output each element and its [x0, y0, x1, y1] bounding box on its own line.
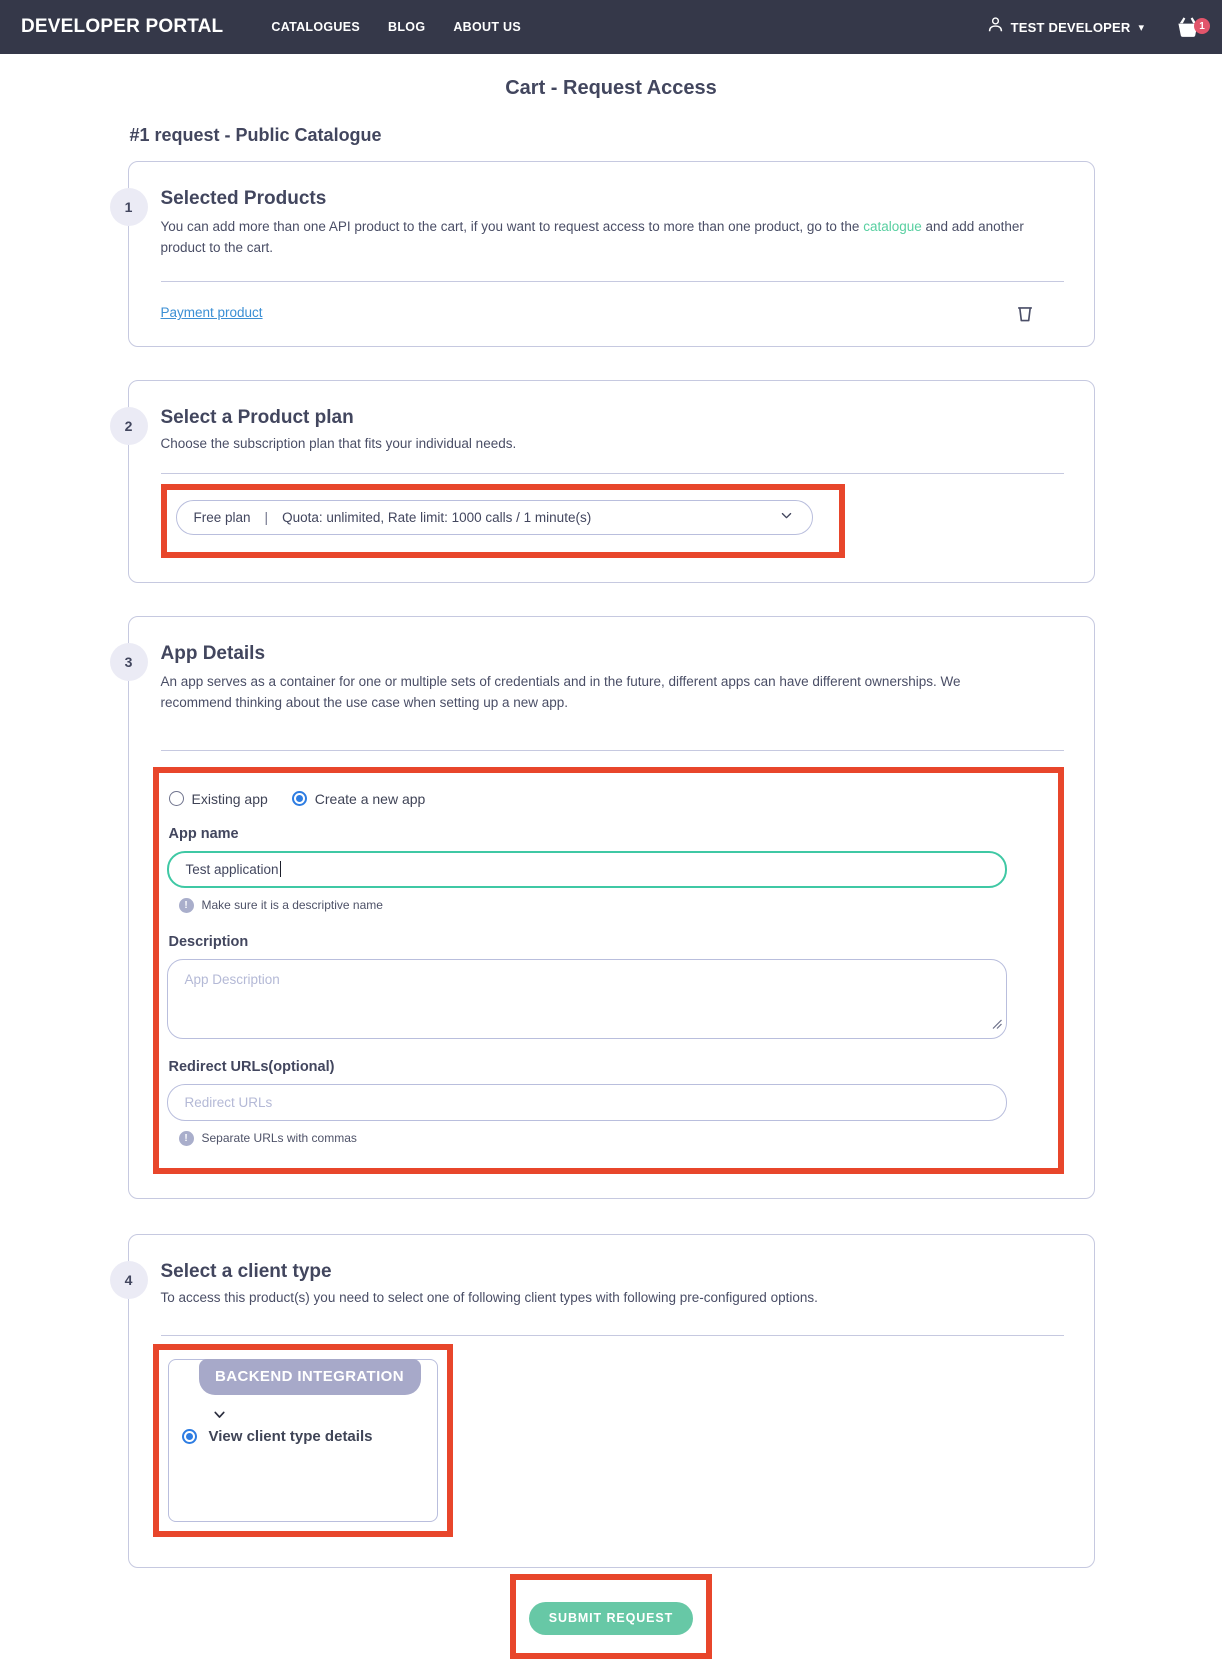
- chevron-down-icon[interactable]: [211, 1409, 373, 1428]
- step-number-badge: 2: [110, 407, 148, 445]
- backend-integration-ribbon: BACKEND INTEGRATION: [199, 1359, 421, 1395]
- content-container: [124, 125, 1095, 1659]
- create-new-app-label: Create a new app: [314, 790, 426, 807]
- description-label: Description: [168, 933, 249, 950]
- page-title: Cart - Request Access: [505, 77, 717, 99]
- client-type-title: Select a client type: [160, 1260, 332, 1282]
- request-heading: #1 request - Public Catalogue: [129, 125, 382, 145]
- redirect-urls-input[interactable]: [167, 1084, 1007, 1121]
- chevron-down-icon: ▾: [1138, 21, 1144, 34]
- client-type-subtitle: To access this product(s) you need to select one of following client types with following pre-configured options.: [160, 1289, 818, 1305]
- redirect-urls-label: Redirect URLs(optional): [168, 1058, 335, 1075]
- app-name-hint-text: Make sure it is a descriptive name: [201, 898, 383, 913]
- client-type-radio-selected[interactable]: [182, 1429, 197, 1444]
- annotation-box-submit: [510, 1574, 712, 1659]
- divider: [161, 473, 1064, 474]
- redirect-urls-hint-text: Separate URLs with commas: [201, 1131, 357, 1146]
- description-text-before: You can add more than one API product to the cart, if you want to request access to more than one product, go to the: [160, 219, 864, 234]
- nav-item-blog[interactable]: BLOG: [388, 20, 426, 34]
- step-number-badge: 4: [110, 1261, 148, 1299]
- product-row: [161, 282, 1064, 330]
- selected-products-card: [124, 161, 1095, 347]
- client-details-block: [209, 1409, 373, 1445]
- top-navbar: [0, 0, 1222, 54]
- divider: [161, 750, 1064, 751]
- brand-logo[interactable]: DEVELOPER PORTAL: [21, 16, 224, 37]
- app-details-description: An app serves as a container for one or multiple sets of credentials and in the future, different apps can have different ownerships. We recommend thinking about the use case when setting up a new app.: [160, 673, 961, 710]
- navbar-right: [986, 12, 1204, 42]
- payment-product-link[interactable]: Payment product: [160, 305, 263, 321]
- divider: [161, 1335, 1064, 1336]
- user-name-label: TEST DEVELOPER: [1010, 19, 1131, 35]
- plan-separator: |: [264, 509, 269, 525]
- plan-dropdown[interactable]: [176, 500, 813, 535]
- trash-icon[interactable]: [1014, 302, 1036, 324]
- annotation-box-plan: [161, 484, 845, 558]
- product-plan-card: [124, 380, 1095, 583]
- selected-products-title: Selected Products: [160, 188, 327, 209]
- product-plan-subtitle: Choose the subscription plan that fits your individual needs.: [160, 435, 517, 451]
- plan-name: Free plan: [193, 509, 251, 525]
- radio-unselected-icon[interactable]: [169, 791, 184, 806]
- submit-request-button[interactable]: SUBMIT REQUEST: [529, 1602, 693, 1635]
- app-name-hint: [179, 898, 1048, 913]
- description-text-after: and add another product to the cart.: [160, 219, 1024, 255]
- annotation-box-app-form: [153, 767, 1064, 1174]
- submit-area: [128, 1574, 1095, 1659]
- backend-integration-card[interactable]: [168, 1359, 438, 1522]
- info-icon: !: [179, 898, 194, 913]
- product-plan-title: Select a Product plan: [160, 406, 354, 428]
- catalogue-link[interactable]: catalogue: [863, 219, 922, 234]
- main-nav: [271, 20, 985, 34]
- client-type-card: [124, 1234, 1095, 1568]
- resize-handle-icon[interactable]: [992, 1016, 1002, 1034]
- nav-item-catalogues[interactable]: CATALOGUES: [271, 20, 361, 34]
- app-details-title: App Details: [160, 642, 266, 664]
- client-card-body: [169, 1395, 437, 1445]
- existing-app-radio[interactable]: [169, 791, 268, 807]
- step-number-badge: 1: [110, 188, 148, 226]
- step-number-badge: 3: [110, 643, 148, 681]
- info-icon: !: [179, 1131, 194, 1146]
- app-name-value: Test application: [185, 861, 279, 877]
- app-name-label: App name: [168, 825, 239, 842]
- selected-products-description: [161, 217, 1046, 259]
- user-menu[interactable]: [986, 15, 1144, 39]
- app-mode-radio-group: [167, 787, 1048, 809]
- existing-app-label: Existing app: [191, 790, 268, 807]
- cart-button[interactable]: [1174, 12, 1204, 42]
- plan-details: Quota: unlimited, Rate limit: 1000 calls / 1 minute(s): [282, 509, 592, 525]
- annotation-box-client-type: [153, 1344, 453, 1537]
- cart-count-badge: 1: [1194, 18, 1210, 34]
- app-name-input[interactable]: [167, 851, 1007, 888]
- create-new-app-radio[interactable]: [292, 791, 426, 807]
- description-textarea-wrap: [167, 959, 1007, 1039]
- app-details-card: [124, 616, 1095, 1199]
- view-client-type-details-link[interactable]: View client type details: [208, 1427, 373, 1445]
- redirect-urls-hint: [179, 1131, 1048, 1146]
- description-textarea[interactable]: [167, 959, 1007, 1039]
- person-icon: [986, 15, 1005, 39]
- text-cursor: [280, 861, 281, 877]
- nav-item-about-us[interactable]: ABOUT US: [453, 20, 522, 34]
- radio-selected-icon[interactable]: [292, 791, 307, 806]
- chevron-down-icon: [779, 508, 794, 526]
